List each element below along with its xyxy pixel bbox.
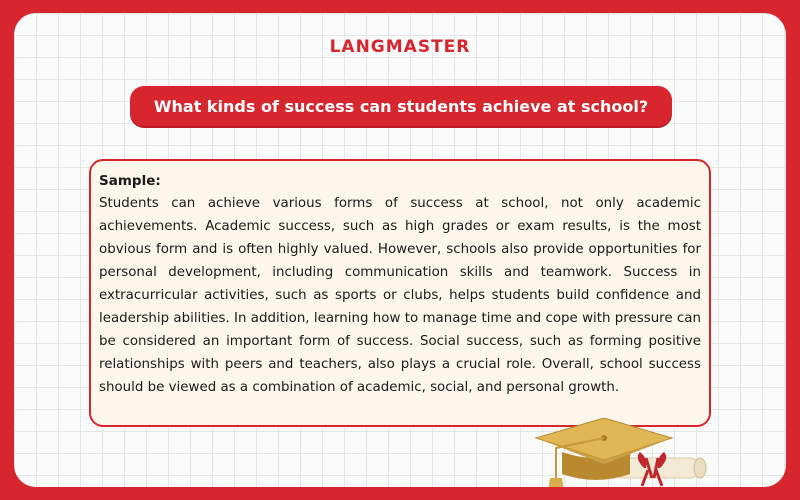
graduation-cap-and-diploma-icon: [534, 418, 714, 487]
sample-answer-panel: [89, 159, 711, 427]
brand-logo: LANGMASTER: [329, 37, 471, 57]
question-title: What kinds of success can students achieve at school?: [153, 96, 649, 116]
content-card: [14, 13, 786, 487]
sample-heading: Sample:: [99, 173, 161, 189]
sample-body-text: Students can achieve various forms of success at school, not only academic achievements. Academic success, such as high grades or exam results, is the most obvious form and is often highly valued. However, schools also provide opportunities for personal development, including communication skills and teamwork. Success in extracurricular activities, such as sports or clubs, helps students build confidence and leadership abilities. In addition, learning how to manage time and cope with pressure can be considered an important form of success. Social success, such as forming positive relationships with peers and teachers, also plays a crucial role. Overall, school success should be viewed as a combination of academic, social, and personal growth.: [99, 196, 701, 395]
question-title-banner: [130, 86, 672, 126]
